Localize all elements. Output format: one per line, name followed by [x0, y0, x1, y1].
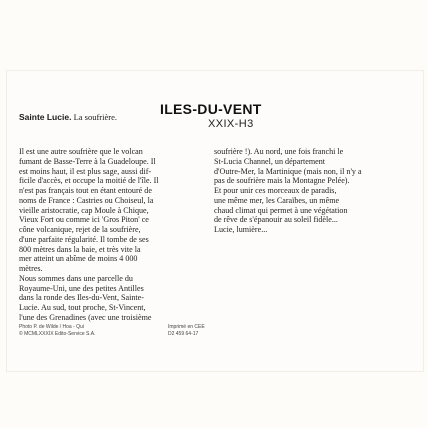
print-info	[168, 324, 205, 337]
text-line: Royaume-Uni, une des petites Antilles	[19, 283, 144, 293]
text-line: noms de France : Castries ou Choiseul, la	[19, 195, 154, 205]
text-line: cône volcanique, rejet de la soufrière,	[19, 225, 141, 234]
credit-line: Photo P. de Wilde / Hoa - Qui	[19, 324, 84, 330]
text-column-left	[19, 147, 196, 323]
text-line: chaud climat qui permet à une végétation	[214, 205, 348, 215]
text-line: vieille aristocratie, cap Moule à Chique,	[19, 205, 149, 215]
text-line: n'est pas français tout en étant entouré de	[19, 186, 152, 195]
text-line: mer atteint un abîme de moins 4 000	[19, 254, 138, 264]
text-line: d'une parfaite régularité. Il tombe de ses	[19, 234, 149, 244]
text-line: une même mer, les Caraïbes, un même	[214, 195, 340, 205]
text-line: d'Outre-Mer, la Martinique (mais non, il n'y a	[214, 166, 362, 176]
print-line: D2 459 64-17	[168, 330, 199, 337]
text-line: Et pour unir ces morceaux de paradis,	[214, 186, 337, 195]
text-line: dans la ronde des Iles-du-Vent, Sainte-	[19, 293, 144, 303]
card-code: XXIX-H3	[208, 118, 254, 130]
text-line: Lucie. Au sud, tout proche, St-Vincent,	[19, 303, 146, 312]
location-name: Sainte Lucie.	[19, 112, 72, 122]
card-title: ILES-DU-VENT	[160, 101, 262, 117]
text-line: Nous sommes dans une parcelle du	[19, 273, 133, 283]
text-column-right	[214, 147, 410, 235]
print-line: Imprimé en CEE	[168, 324, 205, 330]
text-line: Lucie, lumière...	[214, 225, 268, 234]
text-line: fumant de Basse-Terre à la Guadeloupe. Il	[19, 156, 156, 166]
text-line: mètres.	[19, 264, 43, 273]
text-line: de rêve de s'épanouir au soleil fidèle...	[214, 215, 338, 225]
location-caption	[19, 112, 117, 122]
photo-credit	[19, 324, 95, 337]
text-line: Il est une autre soufrière que le volcan	[19, 147, 143, 156]
text-line: 800 mètres dans la baie, et très vite la	[19, 244, 141, 254]
text-line: l'une des Grenadines (avec une troisième	[19, 312, 152, 322]
text-line: pas de soufrière mais la Montagne Pelée).	[214, 176, 350, 186]
text-line: St-Lucia Channel, un département	[214, 156, 326, 166]
text-line: Vieux Fort ou comme ici 'Gros Piton' ce	[19, 215, 149, 225]
text-line: ficile d'accès, et occupe la moitié de l'île. Il	[19, 176, 159, 186]
location-subject: La soufrière.	[71, 112, 117, 122]
credit-line: © MCMLXXXIX Edito-Service S.A.	[19, 330, 96, 337]
text-line: soufrière !). Au nord, une fois franchi le	[214, 147, 344, 156]
text-line: est moins haut, il est plus sage, aussi dif-	[19, 166, 152, 176]
